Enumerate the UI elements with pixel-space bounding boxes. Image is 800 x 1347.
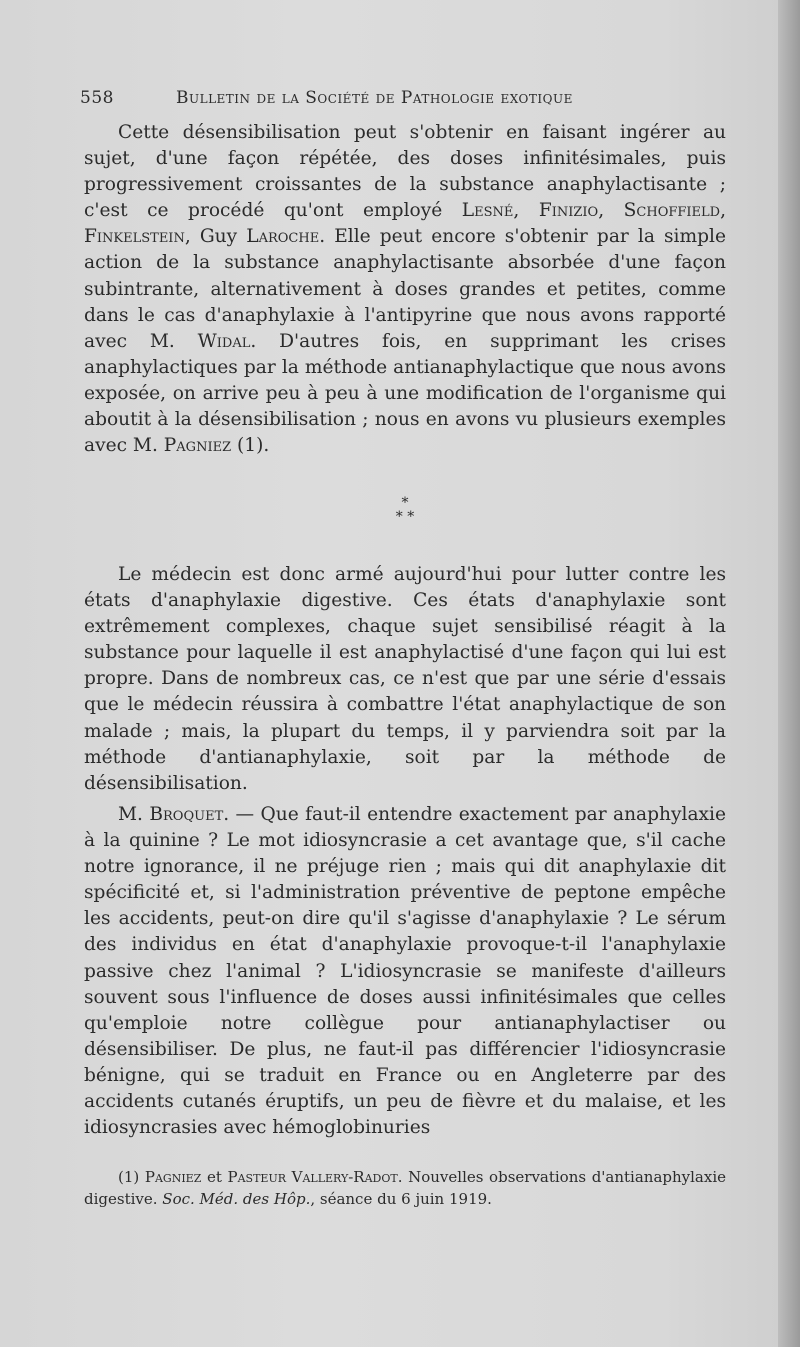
- author-name: Laroche: [246, 226, 320, 248]
- author-name: Schoffield: [623, 200, 721, 222]
- author-name: Widal: [197, 330, 251, 352]
- paragraph-conclusion: Le médecin est donc armé aujourd'hui pour lutter contre les états d'anaphylaxie digestive. Ces états d'anaphylaxie sont extrêmement complexes, chaque sujet sensibilisé réagit à la substance pour laquelle il est anaphylactisé d'une façon qui lui est propre. Dans de nombreux cas, ce n'est que par une série d'essais que le médecin réussira à combattre l'état anaphylactique de son malade ; mais, la plupart du temps, il y parviendra soit par la méthode d'antianaphylaxie, soit par la méthode de désensibilisation.: [84, 564, 726, 794]
- page-number: 558: [80, 88, 114, 108]
- author-name: Pagniez: [163, 435, 232, 457]
- page-edge-shadow: [778, 0, 800, 1347]
- running-title: Bulletin de la Société de Pathologie exotique: [176, 88, 573, 108]
- author-name: Lesné: [461, 200, 514, 222]
- footnote-author: Pasteur Vallery-Radot: [227, 1168, 398, 1186]
- section-separator-asterisks: * * *: [395, 495, 415, 525]
- paragraph-desensitization: Cette désensibilisation peut s'obtenir en faisant ingérer au sujet, d'une façon répétée, des doses infinitésimales, puis progressivement croissantes de la substance anaphylactisante ; c'est ce procédé qu'ont employé Lesné, Finizio, Schoffield, Finkelstein, Guy Laroche. Elle peut encore s'obtenir par la simple action de la substance anaphylactisante absorbée d'une façon subintrante, alternativement à doses grandes et petites, comme dans le cas d'anaphylaxie à l'antipyrine que nous avons rapporté avec M. Widal. D'autres fois, en supprimant les crises anaphylactiques par la méthode antianaphylactique que nous avons exposée, on arrive peu à peu à une modification de l'organisme qui aboutit à la désensibilisation ; nous en avons vu plusieurs exemples avec M. Pagniez (1).: [84, 122, 726, 457]
- journal-title: Soc. Méd. des Hôp.: [162, 1190, 311, 1208]
- paragraph-broquet-discussion: M. Broquet. — Que faut-il entendre exactement par anaphylaxie à la quinine ? Le mot idiosyncrasie a cet avantage que, s'il cache notre ignorance, il ne préjuge rien ; mais qui dit anaphylaxie dit spécificité et, si l'administration préventive de peptone empêche les accidents, peut-on dire qu'il s'agisse d'anaphylaxie ? Le sérum des individus en état d'anaphylaxie provoque-t-il l'anaphylaxie passive chez l'animal ? L'idiosyncrasie se manifeste d'ailleurs souvent sous l'influence de doses aussi infinitésimales que celles qu'emploie notre collègue pour antianaphylactiser ou désensibiliser. De plus, ne faut-il pas différencier l'idiosyncrasie bénigne, qui se traduit en France ou en Angleterre par des accidents cutanés éruptifs, un peu de fièvre et du malaise, et les idiosyncrasies avec hémoglobinuries: [84, 804, 726, 1139]
- speaker-name: Broquet: [149, 804, 224, 825]
- footnote: (1) Pagniez et Pasteur Vallery-Radot. Nouvelles observations d'antianaphylaxie digestive. Soc. Méd. des Hôp., séance du 6 juin 1919.: [84, 1168, 727, 1208]
- footnote-reference: (1).: [231, 435, 270, 457]
- author-name: Finizio: [538, 200, 599, 222]
- footnote-author: Pagniez: [144, 1168, 202, 1186]
- author-name: Finkelstein: [84, 226, 185, 248]
